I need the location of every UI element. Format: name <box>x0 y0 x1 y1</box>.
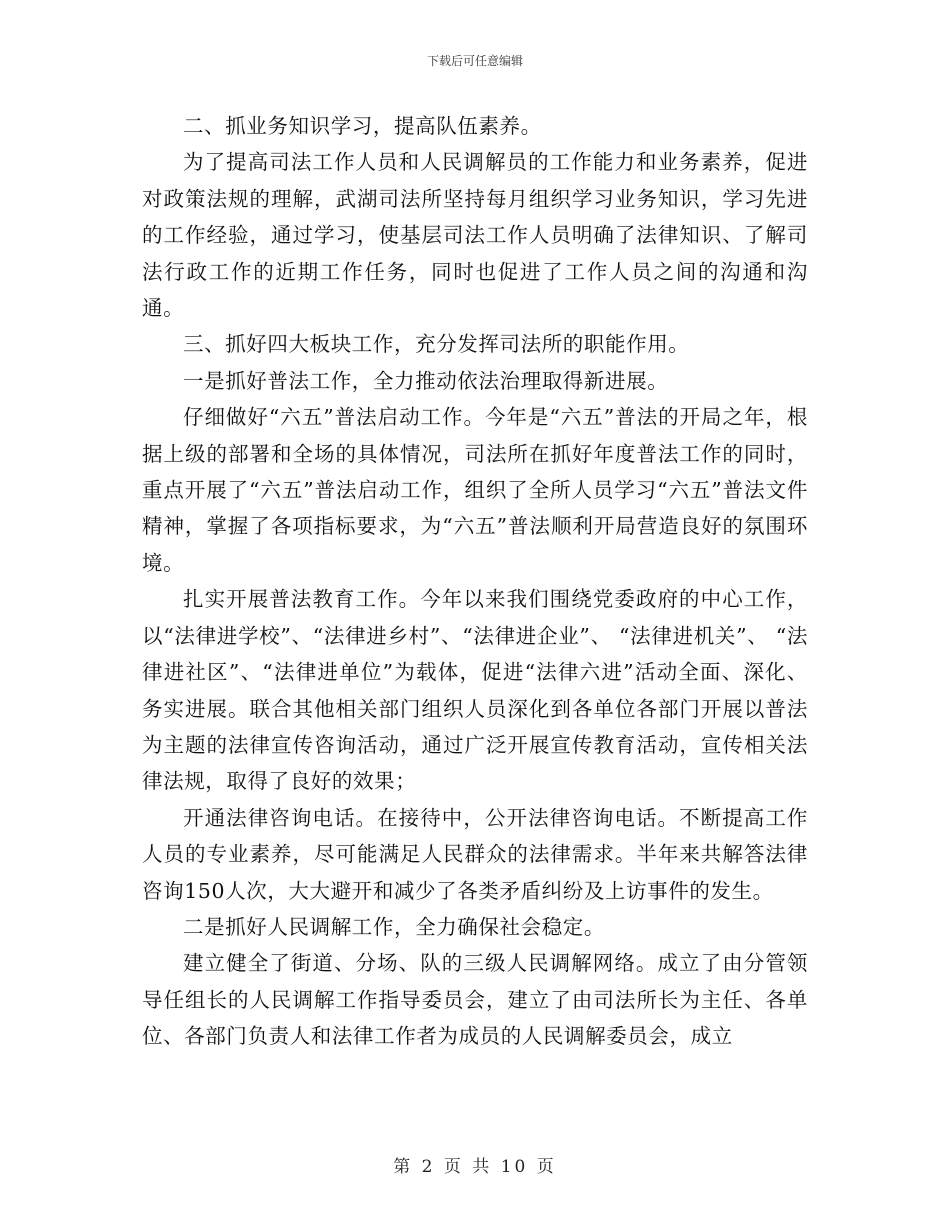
page-header: 下载后可任意编辑 <box>426 54 523 68</box>
paragraph-heading-3: 三、抓好四大板块工作，充分发挥司法所的职能作用。 <box>183 332 690 357</box>
paragraph-study: 为了提高司法工作人员和人民调解员的工作能力和业务素养，促进对政策法规的理解，武湖司法所坚持每月组织学习业务知识，学习先进的工作经验，通过学习，使基层司法工作人员明确了法律知识、了解司法行政工作的近期工作任务，同时也促进了工作人员之间的沟通和沟通。 <box>142 150 808 321</box>
paragraph-heading-2: 二、抓业务知识学习，提高队伍素养。 <box>183 114 542 138</box>
document-body <box>142 108 808 1055</box>
page-footer: 第 2 页 共 10 页 <box>393 1157 557 1177</box>
paragraph-hotline: 开通法律咨询电话。在接待中，公开法律咨询电话。不断提高工作人员的专业素养，尽可能满足人民群众的法律需求。半年来共解答法律咨询150人次，大大避开和减少了各类矛盾纠纷及上访事件的发生。 <box>142 805 808 903</box>
paragraph-launch: 仔细做好“六五”普法启动工作。今年是“六五”普法的开局之年，根据上级的部署和全场的具体情况，司法所在抓好年度普法工作的同时，重点开展了“六五”普法启动工作，组织了全所人员学习“六五”普法文件精神，掌握了各项指标要求，为“六五”普法顺利开局营造良好的氛围环境。 <box>142 405 808 575</box>
paragraph-subheading-1: 一是抓好普法工作，全力推动依法治理取得新进展。 <box>183 368 669 393</box>
paragraph-network: 建立健全了街道、分场、队的三级人民调解网络。成立了由分管领导任组长的人民调解工作指导委员会，建立了由司法所长为主任、各单位、各部门负责人和法律工作者为成员的人民调解委员会，成立 <box>142 951 808 1049</box>
paragraph-education: 扎实开展普法教育工作。今年以来我们围绕党委政府的中心工作，以“法律进学校”、“法律进乡村”、“法律进企业”、 “法律进机关”、 “法律进社区”、“法律进单位”为载体，促进“法律六进”活动全面、深化、务实进展。联合其他相关部门组织人员深化到各单位各部门开展以普法为主题的法律宣传咨询活动，通过广泛开展宣传教育活动，宣传相关法律法规，取得了良好的效果； <box>142 587 808 794</box>
paragraph-subheading-2: 二是抓好人民调解工作，全力确保社会稳定。 <box>183 914 605 939</box>
